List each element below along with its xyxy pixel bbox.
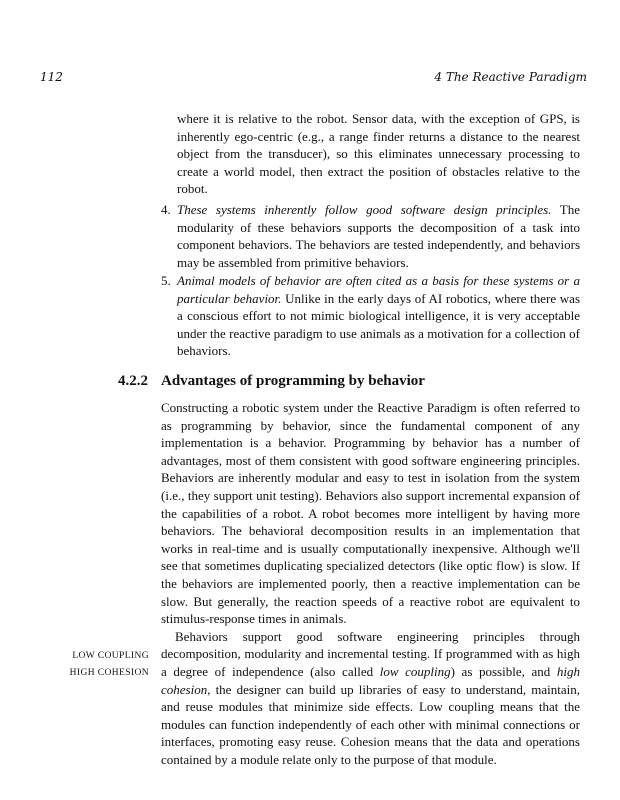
paragraph-2-text: Behaviors support good software engineering principles through decomposition, modularity and incremental testing. If programmed with as high a degree of independence (also called: [161, 628, 580, 679]
section-body: [161, 399, 580, 768]
paragraph-2-text: ) as possible, and: [450, 663, 557, 679]
paragraph-2-text: , the designer can build up libraries of easy to understand, maintain, and reuse modules that minimize side effects. Low coupling means that the modules can function independently of each other with minimal connections or interfaces, promoting easy reuse. Cohesion means that the data and operations contained by a module relate only to the purpose of that module.: [161, 681, 580, 767]
page-number: 112: [40, 70, 63, 84]
section-title: Advantages of programming by behavior: [161, 373, 425, 389]
list-number: 4.: [161, 202, 171, 217]
list-rest: The modularity of these behaviors supports the decomposition of a task into component behaviors. The behaviors are tested independently, and behaviors may be assembled from primitive behaviors.: [177, 202, 580, 270]
list-text: [177, 201, 580, 271]
list-lead: These systems inherently follow good software design principles.: [177, 202, 552, 217]
margin-note-high-cohesion: HIGH COHESION: [69, 668, 149, 678]
list-number: 5.: [161, 273, 171, 288]
margin-note-low-coupling: LOW COUPLING: [72, 651, 149, 661]
list-rest: Unlike in the early days of AI robotics, where there was a conscious effort to not mimic biological intelligence, it is very acceptable under the reactive paradigm to use animals as a motivation for a collection of behaviors.: [177, 290, 581, 359]
list-item-continuation: where it is relative to the robot. Sensor data, with the exception of GPS, is inherently ego-centric (e.g., a range finder returns a distance to the nearest object from the transducer), so this eliminates unnecessary processing to create a world model, then extract the position of obstacles relative to the robot.: [177, 111, 580, 197]
term-low-coupling: low coupling: [379, 663, 451, 679]
running-header: [40, 70, 587, 86]
paragraph-2: [161, 628, 580, 769]
running-title: 4 The Reactive Paradigm: [434, 70, 587, 84]
term-high-cohesion: high cohesion: [161, 663, 580, 697]
list-text: [177, 272, 580, 360]
section-number: 4.2.2: [118, 373, 148, 389]
list-lead: Animal models of behavior are often cited as a basis for these systems or a particular behavior.: [177, 273, 580, 306]
paragraph-1: Constructing a robotic system under the Reactive Paradigm is often referred to as programming by behavior, since the fundamental component of any implementation is a behavior. Programming by behavior has a number of advantages, most of them consistent with good software engineering principles. Behaviors are inherently modular and easy to test in isolation from the system (i.e., they support unit testing). Behaviors also support incremental expansion of the capabilities of a robot. A robot becomes more intelligent by having more behaviors. The behavioral decomposition results in an implementation that works in real-time and is usually computationally inexpensive. Although we'll see that sometimes duplicating specialized detectors (like optic flow) is slow. If the behaviors are implemented poorly, then a reactive implementation can be slow. But generally, the reaction speeds of a reactive robot are equivalent to stimulus-response times in animals.: [161, 400, 580, 627]
